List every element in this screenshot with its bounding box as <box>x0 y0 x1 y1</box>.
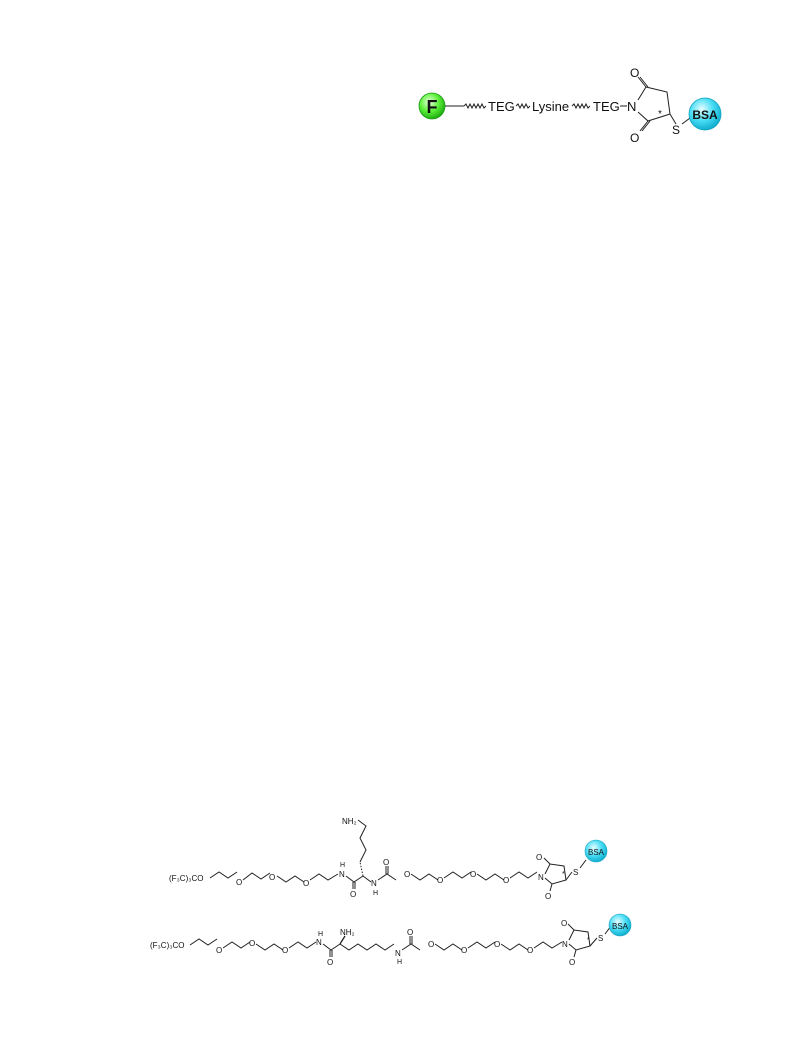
ether-oxygen: O <box>216 946 223 955</box>
amide-nitrogen: N <box>339 870 345 879</box>
side-chain-amine: NH₂ <box>342 817 357 826</box>
carbonyl-oxygen: O <box>350 890 357 899</box>
amide-hydrogen: H <box>340 862 346 869</box>
wavy-bond <box>464 104 486 108</box>
amide-nitrogen: N <box>316 938 322 947</box>
bsa-sphere <box>609 914 631 936</box>
amide-hydrogen: H <box>318 931 324 938</box>
peg-chain <box>223 942 250 948</box>
peg-chain <box>444 872 471 878</box>
lysine-chain <box>340 944 394 950</box>
stereo-star: * <box>587 937 590 944</box>
lysine-side-chain <box>358 820 366 862</box>
amide-hydrogen: H <box>397 959 403 966</box>
structure-2 <box>150 914 631 967</box>
succinimide-ring <box>630 66 690 145</box>
ether-oxygen: O <box>461 946 468 955</box>
stereo-star: * <box>562 871 565 878</box>
tris-trifluoromethyl-group: (F₃C)₃CO <box>150 941 185 950</box>
carbonyl-oxygen-bottom: O <box>630 131 640 145</box>
bsa-label: BSA <box>611 922 629 931</box>
peg-chain <box>477 874 504 880</box>
fluorophore-label: F <box>426 97 438 117</box>
ether-oxygen: O <box>269 873 276 882</box>
ether-oxygen: O <box>494 940 501 949</box>
ether-oxygen: O <box>236 878 243 887</box>
carbonyl-oxygen: O <box>383 858 390 867</box>
sulfur-label: S <box>598 934 604 943</box>
bsa-label: BSA <box>587 848 605 857</box>
peg-chain <box>510 872 537 878</box>
ether-oxygen: O <box>282 946 289 955</box>
amide-nitrogen: N <box>395 949 401 958</box>
peg-chain <box>256 944 283 950</box>
peg-chain <box>277 876 304 882</box>
carbonyl-oxygen: O <box>327 958 334 967</box>
fluorophore-sphere <box>419 93 445 119</box>
ether-oxygen: O <box>437 876 444 885</box>
carbonyl-oxygen: O <box>407 928 414 937</box>
linker-mid-label: Lysine <box>532 99 570 114</box>
amide-nitrogen: N <box>371 879 377 888</box>
ether-oxygen: O <box>404 870 411 879</box>
amide-hydrogen: H <box>373 890 379 897</box>
conjugate-schematic <box>419 66 721 145</box>
peg-chain <box>243 873 270 880</box>
linker1-label: TEG <box>488 99 515 114</box>
bsa-sphere <box>689 98 721 130</box>
peg-chain <box>310 874 338 880</box>
ether-oxygen: O <box>249 939 256 948</box>
carbonyl-oxygen: O <box>569 958 576 967</box>
peg-chain <box>411 874 438 880</box>
bsa-label: BSA <box>692 108 718 122</box>
structure-1 <box>169 817 607 901</box>
peg-chain <box>210 872 237 878</box>
imide-nitrogen: N <box>562 940 568 949</box>
imide-nitrogen-label: N <box>627 99 637 114</box>
peg-chain <box>289 942 316 948</box>
wavy-bond <box>516 104 530 108</box>
ether-oxygen: O <box>303 879 310 888</box>
alpha-amine: NH₂ <box>340 928 355 937</box>
peg-chain <box>435 944 462 950</box>
bsa-sphere <box>585 840 607 862</box>
carbonyl-oxygen-top: O <box>630 66 640 80</box>
peg-chain <box>534 942 562 948</box>
tris-trifluoromethyl-group: (F₃C)₃CO <box>169 874 204 883</box>
peg-chain <box>501 944 528 950</box>
imide-nitrogen: N <box>538 873 544 882</box>
peg-chain <box>190 939 217 945</box>
carbonyl-oxygen: O <box>561 919 568 928</box>
ether-oxygen: O <box>428 940 435 949</box>
carbonyl-oxygen: O <box>545 892 552 901</box>
sulfur-label: S <box>573 868 579 877</box>
ether-oxygen: O <box>527 946 534 955</box>
ether-oxygen: O <box>470 870 477 879</box>
peg-chain <box>468 942 495 948</box>
linker2-label: TEG <box>593 99 620 114</box>
sulfur-label: S <box>672 123 681 137</box>
ether-oxygen: O <box>503 876 510 885</box>
carbonyl-oxygen: O <box>536 853 543 862</box>
stereo-star: * <box>658 109 662 120</box>
wavy-bond <box>572 104 590 108</box>
